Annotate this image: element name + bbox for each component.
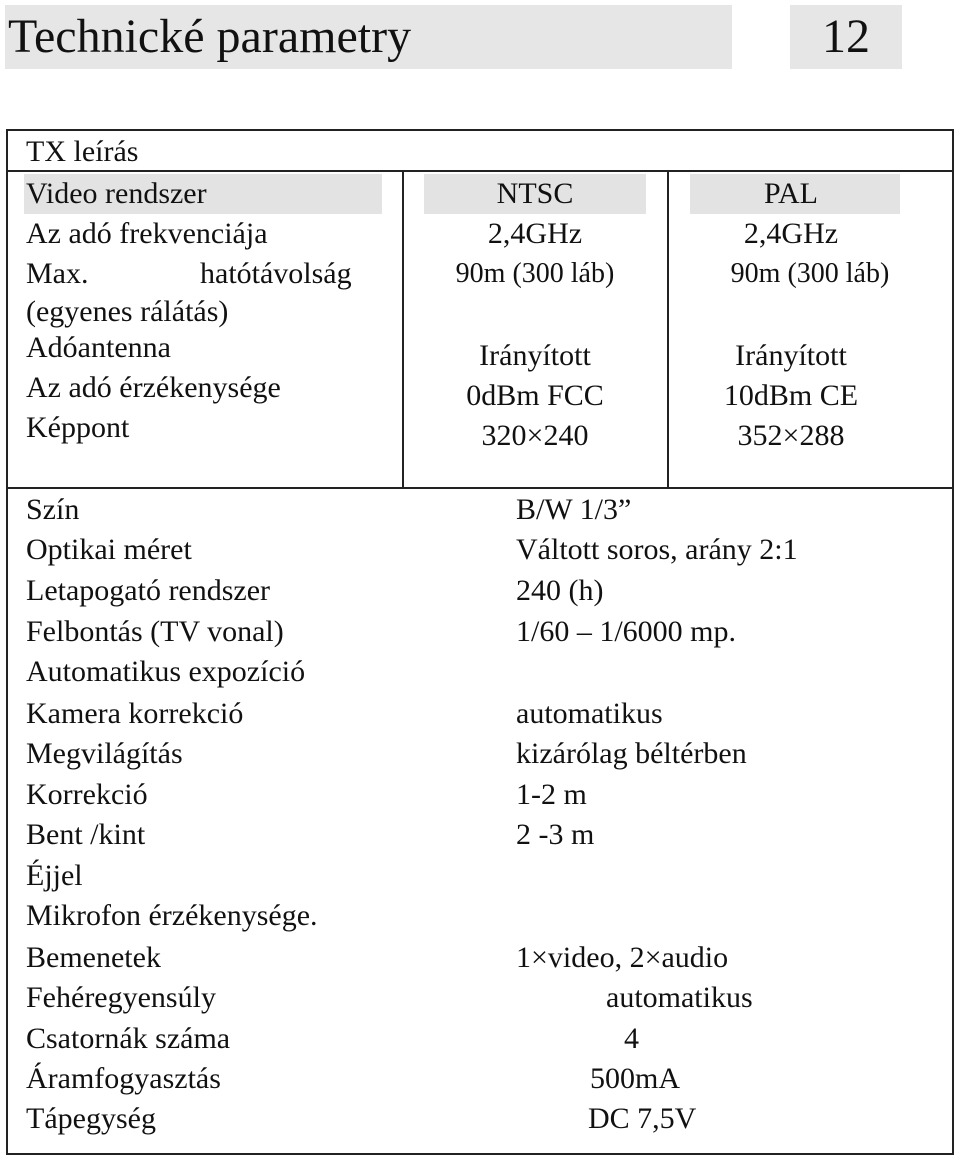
- ntsc-antenna: Irányított: [479, 339, 591, 372]
- tx-section-label: TX leírás: [26, 135, 139, 168]
- spec-label: Korrekció: [26, 778, 148, 811]
- spec-label: Kamera korrekció: [26, 697, 244, 730]
- spec-label: Éjjel: [26, 859, 83, 892]
- video-system-label: Video rendszer: [26, 177, 207, 210]
- spec-label: Áramfogyasztás: [26, 1062, 221, 1095]
- spec-value: automatikus: [606, 981, 753, 1014]
- spec-value: 1-2 m: [516, 778, 587, 811]
- ntsc-frequency: 2,4GHz: [487, 217, 583, 250]
- page-title: Technické parametry: [8, 10, 412, 63]
- spec-value: 2 -3 m: [516, 818, 595, 851]
- spec-value: DC 7,5V: [588, 1102, 697, 1135]
- pal-antenna: Irányított: [735, 339, 847, 372]
- tx-standard-column-rule: [667, 170, 669, 489]
- frequency-label: Az adó frekvenciája: [26, 217, 268, 250]
- spec-value: Váltott soros, arány 2:1: [516, 533, 798, 566]
- spec-label: Tápegység: [26, 1102, 156, 1135]
- spec-value: 240 (h): [516, 574, 604, 607]
- spec-label: Szín: [26, 493, 80, 526]
- tx-label-column-rule: [402, 170, 404, 489]
- spec-value: 500mA: [590, 1062, 680, 1095]
- spec-value: kizárólag béltérben: [516, 737, 747, 770]
- pal-header: PAL: [764, 177, 818, 210]
- spec-label: Bent /kint: [26, 818, 146, 851]
- spec-label: Megvilágítás: [26, 737, 183, 770]
- ntsc-sensitivity: 0dBm FCC: [466, 379, 604, 412]
- spec-label: Mikrofon érzékenysége.: [26, 899, 318, 932]
- pal-pixels: 352×288: [737, 419, 845, 452]
- tx-header-rule: [6, 170, 954, 172]
- page-number: 12: [822, 10, 870, 63]
- spec-label: Csatornák száma: [26, 1022, 231, 1055]
- range-label-distance: hatótávolság: [200, 257, 352, 290]
- spec-label: Felbontás (TV vonal): [26, 615, 284, 648]
- spec-label: Bemenetek: [26, 941, 161, 974]
- pixel-label: Képpont: [26, 411, 130, 444]
- spec-value: 4: [624, 1022, 639, 1055]
- spec-label: Optikai méret: [26, 533, 192, 566]
- ntsc-range: 90m (300 láb): [455, 258, 615, 289]
- pal-sensitivity: 10dBm CE: [723, 379, 859, 412]
- spec-value: automatikus: [516, 697, 663, 730]
- spec-value: 1/60 – 1/6000 mp.: [516, 615, 737, 648]
- pal-range: 90m (300 láb): [730, 258, 890, 289]
- range-label-max: Max.: [26, 257, 89, 290]
- spec-label: Fehéregyensúly: [26, 981, 216, 1014]
- pal-frequency: 2,4GHz: [743, 217, 839, 250]
- spec-value: 1×video, 2×audio: [516, 941, 729, 974]
- spec-label: Letapogató rendszer: [26, 574, 271, 607]
- tx-section-rule: [6, 487, 954, 489]
- ntsc-header: NTSC: [496, 177, 574, 210]
- sensitivity-label: Az adó érzékenysége: [26, 371, 281, 404]
- ntsc-pixels: 320×240: [481, 419, 589, 452]
- range-label-line-of-sight: (egyenes rálátás): [26, 295, 229, 328]
- antenna-label: Adóantenna: [26, 331, 171, 364]
- spec-label: Automatikus expozíció: [26, 655, 306, 688]
- spec-value: B/W 1/3”: [516, 493, 632, 526]
